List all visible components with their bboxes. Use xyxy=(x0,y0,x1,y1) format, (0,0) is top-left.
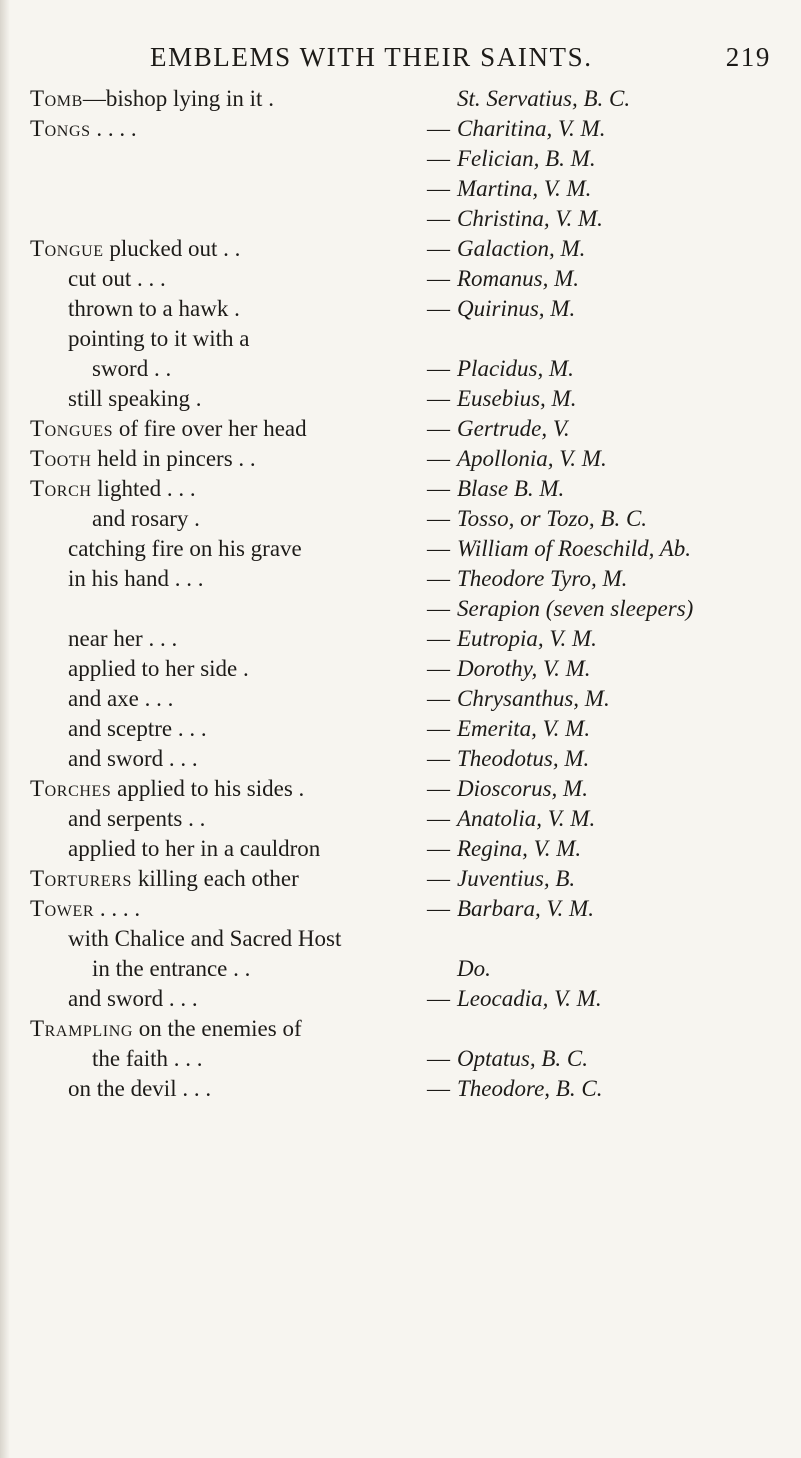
saint-label: Chrysanthus, M. xyxy=(457,686,610,711)
saint-label: St. Servatius, B. C. xyxy=(457,86,631,111)
emblem-row xyxy=(30,294,800,324)
emblem-row xyxy=(30,324,800,354)
saint-label: Gertrude, V. xyxy=(457,416,570,441)
page-number: 219 xyxy=(725,42,771,72)
emblem-row xyxy=(30,84,800,114)
emblem-description: and sword . . . xyxy=(68,986,198,1011)
ditto-dash: — xyxy=(427,176,450,201)
emblem-text xyxy=(92,354,171,384)
emblem-row xyxy=(30,414,800,444)
emblem-text xyxy=(30,1014,302,1044)
emblem-description: cut out . . . xyxy=(68,266,166,291)
saint-name xyxy=(427,744,589,774)
page-spine-shadow xyxy=(0,0,10,1458)
ditto-dash: — xyxy=(427,266,450,291)
ditto-dash: — xyxy=(427,116,450,141)
emblem-keyword: Tower xyxy=(30,896,95,921)
saint-label: Charitina, V. M. xyxy=(457,116,606,141)
saint-label: Do. xyxy=(457,956,491,981)
saint-name xyxy=(427,324,457,354)
emblem-text xyxy=(68,294,240,324)
emblem-keyword: Tomb xyxy=(30,86,83,111)
emblem-text xyxy=(68,384,202,414)
emblem-row xyxy=(30,654,800,684)
ditto-dash: — xyxy=(427,896,450,921)
saint-label: Regina, V. M. xyxy=(457,836,582,861)
emblem-row xyxy=(30,474,800,504)
emblem-text xyxy=(68,564,203,594)
emblem-text xyxy=(68,984,198,1014)
emblem-text xyxy=(30,414,307,444)
emblem-row xyxy=(30,774,800,804)
emblem-row xyxy=(30,624,800,654)
emblem-description: in the entrance . . xyxy=(92,956,251,981)
ditto-dash: — xyxy=(427,836,450,861)
emblem-description: and sceptre . . . xyxy=(68,716,207,741)
ditto-dash: — xyxy=(427,206,450,231)
emblem-text xyxy=(68,624,177,654)
saint-name xyxy=(427,834,581,864)
saint-name xyxy=(427,204,603,234)
saint-name xyxy=(427,924,457,954)
saint-label: William of Roeschild, Ab. xyxy=(457,536,692,561)
saint-name xyxy=(427,714,590,744)
emblem-text xyxy=(92,504,200,534)
saint-name xyxy=(427,984,602,1014)
emblem-description: on the enemies of xyxy=(133,1016,302,1041)
ditto-dash: — xyxy=(427,146,450,171)
emblem-description: of fire over her head xyxy=(113,416,307,441)
saint-label: Optatus, B. C. xyxy=(457,1046,588,1071)
saint-label: Tosso, or Tozo, B. C. xyxy=(457,506,648,531)
saint-name xyxy=(427,684,610,714)
emblem-text xyxy=(92,954,250,984)
ditto-dash: — xyxy=(427,776,450,801)
emblem-text xyxy=(68,714,207,744)
saint-name xyxy=(427,444,607,474)
ditto-dash: — xyxy=(427,656,450,681)
ditto-dash: — xyxy=(427,416,450,441)
emblem-description: and sword . . . xyxy=(68,746,198,771)
saint-name xyxy=(427,474,564,504)
emblem-row xyxy=(30,534,800,564)
saint-name xyxy=(427,894,594,924)
emblem-description: with Chalice and Sacred Host xyxy=(68,926,342,951)
saint-label: Theodotus, M. xyxy=(457,746,590,771)
emblem-description: pointing to it with a xyxy=(68,326,250,351)
emblem-description: sword . . xyxy=(92,356,172,381)
ditto-dash: — xyxy=(427,446,450,471)
ditto-dash: — xyxy=(427,1046,450,1071)
emblem-row xyxy=(30,834,800,864)
saint-label: Eusebius, M. xyxy=(457,386,577,411)
saint-label: Anatolia, V. M. xyxy=(457,806,596,831)
emblem-row xyxy=(30,354,800,384)
ditto-dash: — xyxy=(427,536,450,561)
emblem-text xyxy=(30,894,140,924)
emblem-row xyxy=(30,744,800,774)
saint-name xyxy=(427,564,627,594)
emblem-row xyxy=(30,864,800,894)
emblem-description: and rosary . xyxy=(92,506,200,531)
emblem-text xyxy=(92,1044,203,1074)
emblem-description: catching fire on his grave xyxy=(68,536,302,561)
saint-name xyxy=(427,114,605,144)
saint-name xyxy=(427,654,591,684)
emblem-description: held in pincers . . xyxy=(91,446,256,471)
emblem-row xyxy=(30,264,800,294)
emblem-text xyxy=(68,654,249,684)
emblem-description: applied to her in a cauldron xyxy=(68,836,321,861)
saint-name xyxy=(427,804,595,834)
emblem-row xyxy=(30,114,800,144)
emblem-row xyxy=(30,234,800,264)
emblem-row xyxy=(30,1014,800,1044)
emblem-description: . . . . xyxy=(94,896,141,921)
saint-label: Leocadia, V. M. xyxy=(457,986,602,1011)
ditto-dash: — xyxy=(427,506,450,531)
saint-name xyxy=(427,504,647,534)
saint-name xyxy=(427,1074,602,1104)
emblem-keyword: Tongue xyxy=(30,236,104,261)
emblem-row xyxy=(30,894,800,924)
emblem-text xyxy=(68,924,341,954)
emblem-text xyxy=(30,474,196,504)
emblem-keyword: Trampling xyxy=(30,1016,134,1041)
emblem-row xyxy=(30,504,800,534)
saint-name xyxy=(427,954,491,984)
ditto-dash: — xyxy=(427,596,450,621)
ditto-dash: — xyxy=(427,746,450,771)
saint-label: Felician, B. M. xyxy=(457,146,596,171)
ditto-dash: — xyxy=(427,476,450,501)
saint-name xyxy=(427,264,579,294)
ditto-dash: — xyxy=(427,986,450,1011)
emblem-row xyxy=(30,984,800,1014)
emblem-description: killing each other xyxy=(132,866,299,891)
emblem-description: near her . . . xyxy=(68,626,178,651)
saint-label: Galaction, M. xyxy=(457,236,586,261)
saint-label: Serapion (seven sleepers) xyxy=(457,596,694,621)
ditto-dash: — xyxy=(427,866,450,891)
emblem-description: . . . . xyxy=(90,116,137,141)
emblem-row xyxy=(30,204,800,234)
saint-name xyxy=(427,234,585,264)
emblem-description: the faith . . . xyxy=(92,1046,203,1071)
emblem-row xyxy=(30,714,800,744)
saint-label: Juventius, B. xyxy=(457,866,576,891)
emblem-row xyxy=(30,144,800,174)
saint-label: Barbara, V. M. xyxy=(457,896,594,921)
emblem-text xyxy=(68,744,198,774)
saint-label: Theodore Tyro, M. xyxy=(457,566,628,591)
emblem-text xyxy=(68,534,302,564)
saint-label: Apollonia, V. M. xyxy=(457,446,607,471)
emblem-text xyxy=(30,774,304,804)
emblem-row xyxy=(30,444,800,474)
emblem-text xyxy=(68,264,166,294)
emblem-text xyxy=(68,804,205,834)
emblem-text xyxy=(30,444,256,474)
emblem-text xyxy=(30,84,274,114)
emblem-description: and serpents . . xyxy=(68,806,206,831)
emblem-list xyxy=(30,84,800,1104)
ditto-dash: — xyxy=(427,236,450,261)
emblem-row xyxy=(30,174,800,204)
saint-name xyxy=(427,534,691,564)
saint-label: Christina, V. M. xyxy=(457,206,603,231)
emblem-row xyxy=(30,594,800,624)
saint-name xyxy=(427,84,630,114)
emblem-description: on the devil . . . xyxy=(68,1076,212,1101)
emblem-keyword: Tongues xyxy=(30,416,114,441)
saint-name xyxy=(427,414,570,444)
emblem-text xyxy=(68,1074,211,1104)
saint-name xyxy=(427,1044,588,1074)
emblem-row xyxy=(30,564,800,594)
saint-name xyxy=(427,624,597,654)
saint-label: Eutropia, V. M. xyxy=(457,626,597,651)
saint-name xyxy=(427,594,693,624)
emblem-description: in his hand . . . xyxy=(68,566,204,591)
emblem-description: and axe . . . xyxy=(68,686,174,711)
saint-name xyxy=(427,144,596,174)
saint-label: Martina, V. M. xyxy=(457,176,592,201)
emblem-description: applied to his sides . xyxy=(111,776,305,801)
emblem-keyword: Torch xyxy=(30,476,92,501)
ditto-dash: — xyxy=(427,386,450,411)
emblem-keyword: Torches xyxy=(30,776,112,801)
saint-name xyxy=(427,354,574,384)
ditto-dash: — xyxy=(427,686,450,711)
emblem-text xyxy=(30,114,137,144)
emblem-row xyxy=(30,1044,800,1074)
saint-label: Romanus, M. xyxy=(457,266,580,291)
saint-label: Dorothy, V. M. xyxy=(457,656,591,681)
emblem-text xyxy=(68,684,173,714)
saint-name xyxy=(427,774,588,804)
saint-name xyxy=(427,174,591,204)
header-title: EMBLEMS WITH THEIR SAINTS. xyxy=(150,42,593,72)
ditto-dash: — xyxy=(427,626,450,651)
emblem-row xyxy=(30,1074,800,1104)
emblem-description: lighted . . . xyxy=(91,476,196,501)
ditto-dash: — xyxy=(427,296,450,321)
emblem-description: plucked out . . xyxy=(103,236,241,261)
saint-label: Blase B. M. xyxy=(457,476,565,501)
saint-label: Quirinus, M. xyxy=(457,296,576,321)
emblem-description: thrown to a hawk . xyxy=(68,296,240,321)
emblem-text xyxy=(68,834,320,864)
ditto-dash: — xyxy=(427,806,450,831)
emblem-row xyxy=(30,924,800,954)
saint-name xyxy=(427,294,575,324)
emblem-description: —bishop lying in it . xyxy=(82,86,274,111)
emblem-keyword: Torturers xyxy=(30,866,133,891)
saint-name xyxy=(427,384,576,414)
emblem-row xyxy=(30,684,800,714)
saint-label: Emerita, V. M. xyxy=(457,716,591,741)
emblem-description: still speaking . xyxy=(68,386,202,411)
ditto-dash: — xyxy=(427,566,450,591)
emblem-text xyxy=(30,864,299,894)
saint-label: Placidus, M. xyxy=(457,356,574,381)
ditto-dash: — xyxy=(427,1076,450,1101)
emblem-text xyxy=(68,324,249,354)
emblem-row xyxy=(30,954,800,984)
emblem-description: applied to her side . xyxy=(68,656,249,681)
ditto-dash: — xyxy=(427,356,450,381)
saint-label: Theodore, B. C. xyxy=(457,1076,603,1101)
emblem-row xyxy=(30,804,800,834)
emblem-keyword: Tongs xyxy=(30,116,91,141)
emblem-row xyxy=(30,384,800,414)
emblem-keyword: Tooth xyxy=(30,446,92,471)
ditto-dash: — xyxy=(427,716,450,741)
saint-name xyxy=(427,1014,457,1044)
saint-label: Dioscorus, M. xyxy=(457,776,588,801)
emblem-text xyxy=(30,234,240,264)
saint-name xyxy=(427,864,575,894)
